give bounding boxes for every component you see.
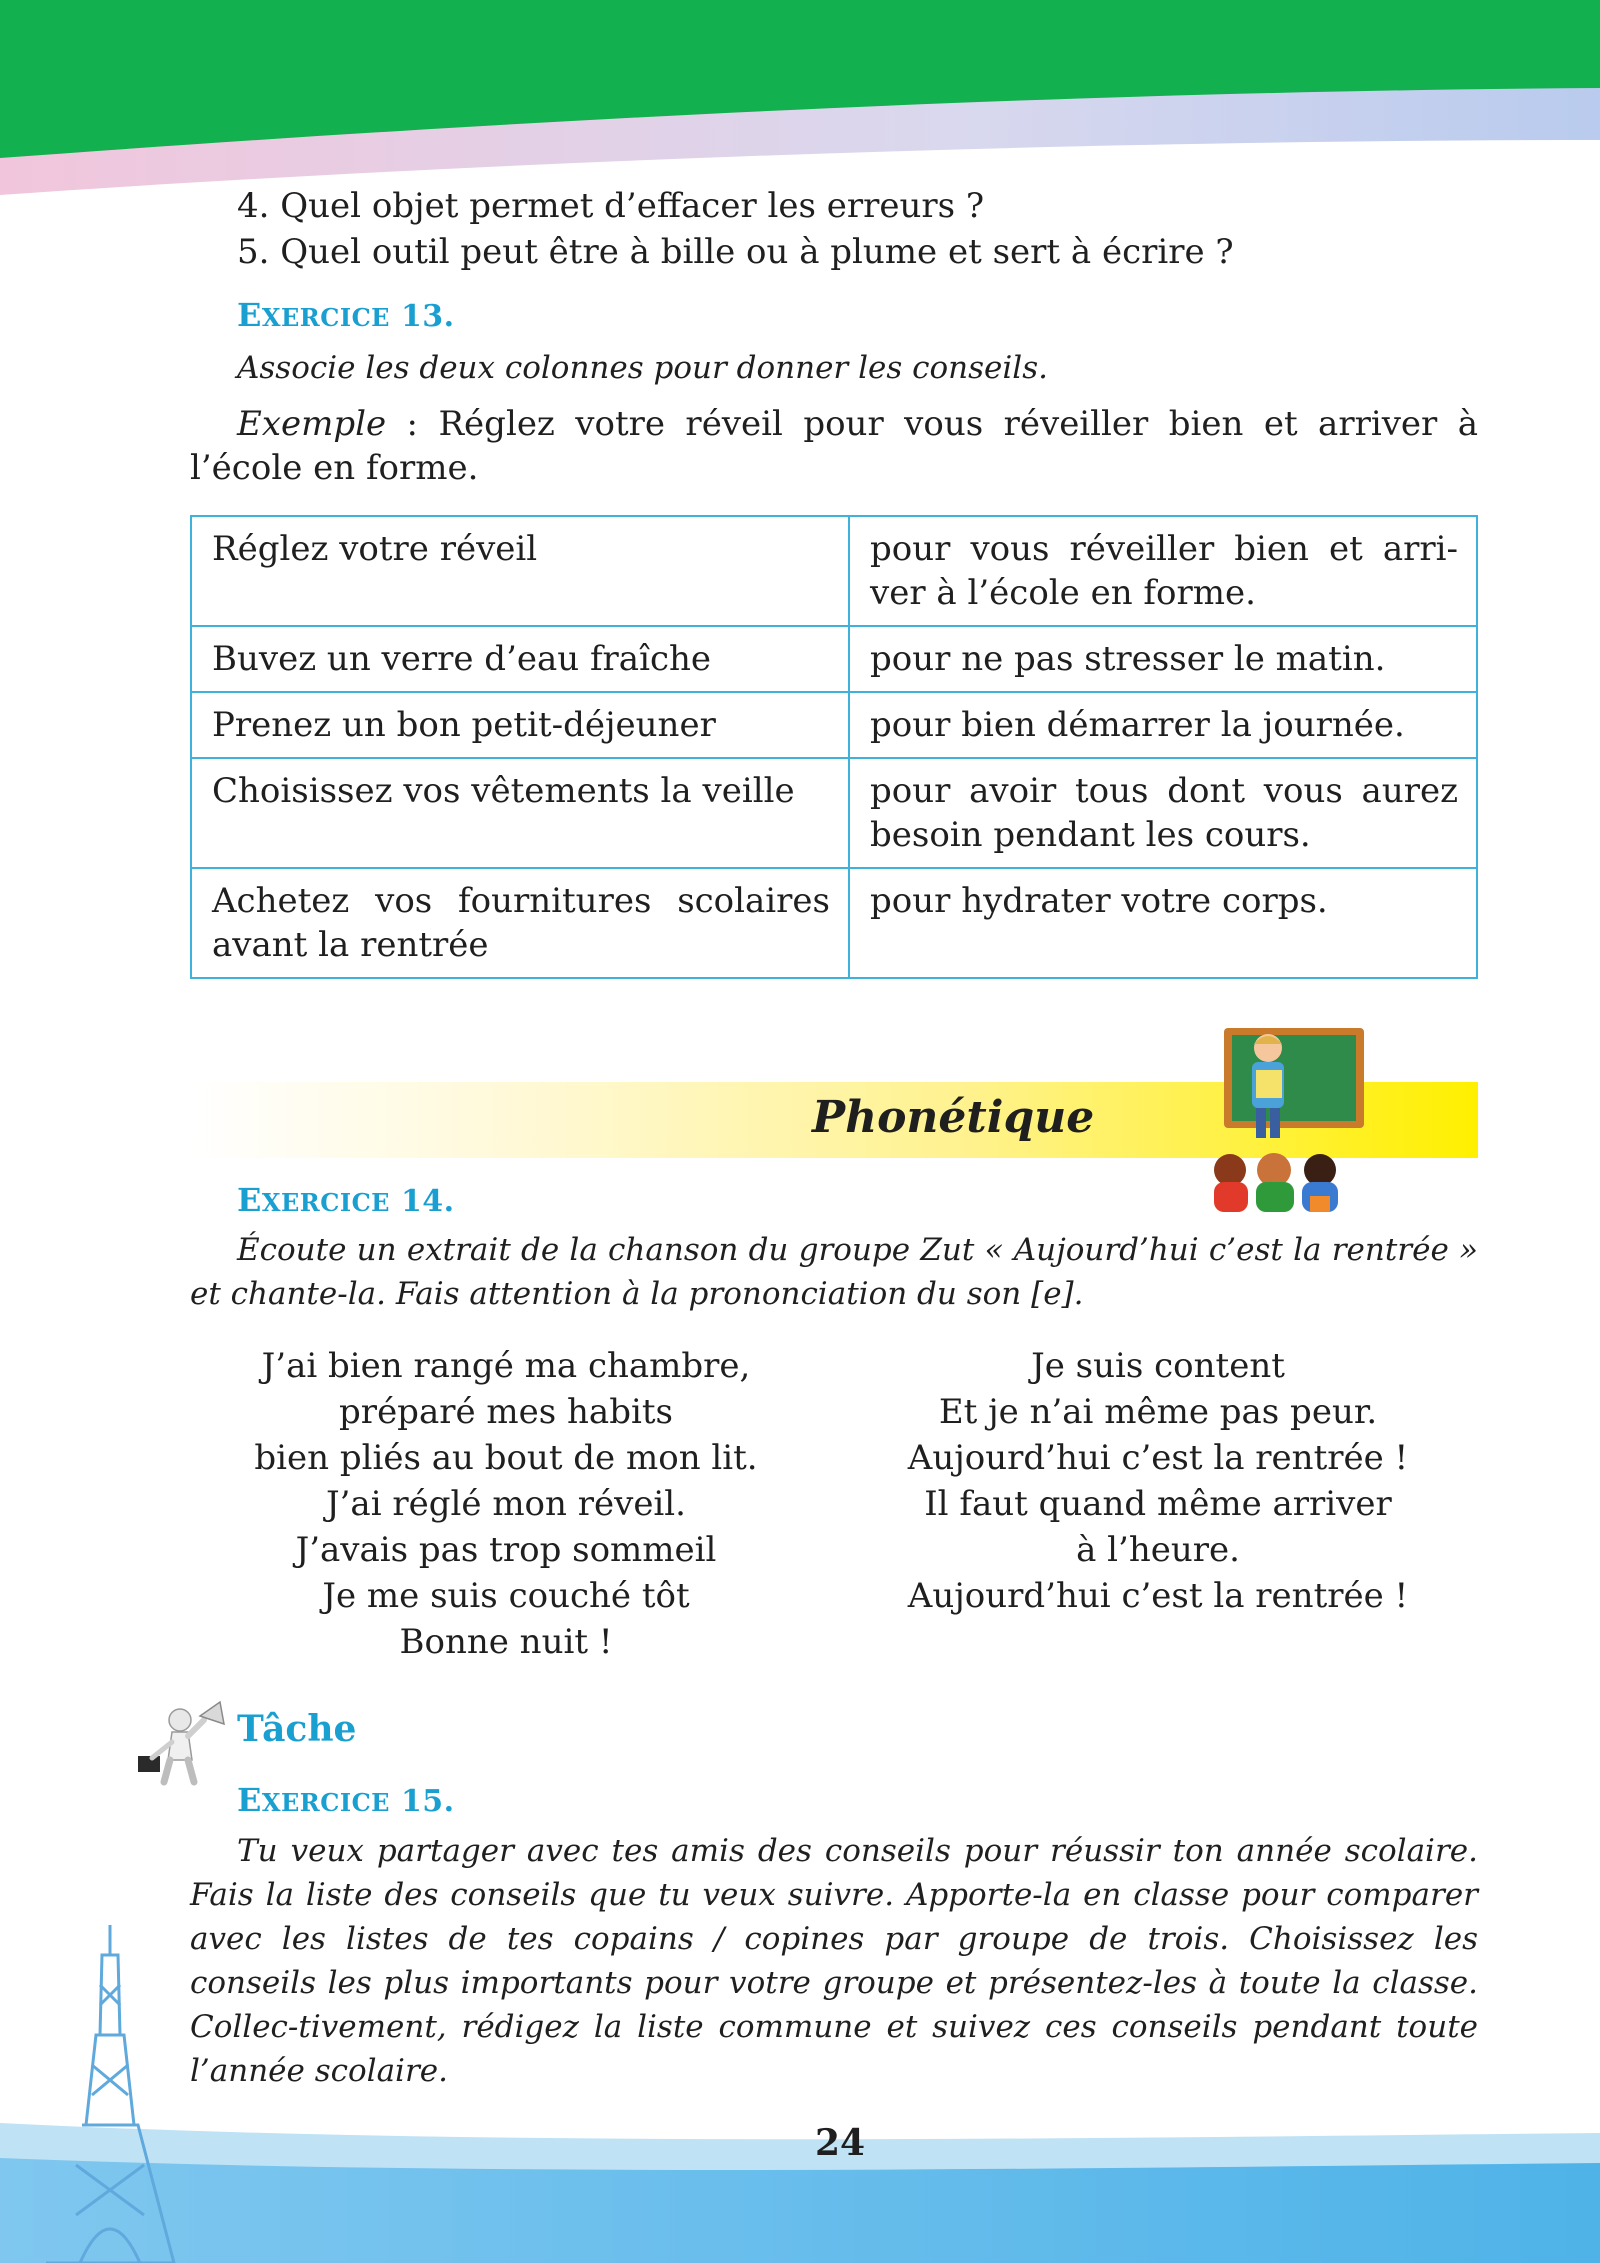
phonetique-heading: Phonétique [812, 1092, 1095, 1143]
table-cell: Achetez vos fournitures scolaires avant la rentrée [191, 868, 849, 978]
megaphone-figure-icon [128, 1690, 228, 1790]
table-cell: Buvez un verre d’eau fraîche [191, 626, 849, 692]
poem-line: Bonne nuit ! [399, 1622, 613, 1662]
table-row [191, 516, 1477, 626]
exercise-13-title: EXERCICE 13. [237, 296, 455, 334]
poem-line: J’ai réglé mon réveil. [325, 1484, 686, 1524]
page-number: 24 [814, 2122, 866, 2164]
poem-line: Aujourd’hui c’est la rentrée ! [907, 1576, 1409, 1616]
poem-line: Aujourd’hui c’est la rentrée ! [907, 1438, 1409, 1478]
exercise-13-instruction: Associe les deux colonnes pour donner les conseils. [237, 350, 1048, 386]
table-cell: pour avoir tous dont vous aurez besoin pendant les cours. [849, 758, 1477, 868]
exercise-15-text: Tu veux partager avec tes amis des conseils pour réussir ton année scolaire. Fais la liste des conseils que tu veux suivre. Apporte-la en classe pour comparer avec les listes de tes copains / copines par groupe de trois. Choisissez les conseils les plus importants pour votre groupe et présentez-les à toute la classe. Collec-tivement, rédigez la liste commune et suivez ces conseils pendant toute l’année scolaire. [190, 1833, 1478, 2089]
poem-line: à l’heure. [1076, 1530, 1240, 1570]
poem-left-column [206, 1343, 806, 1665]
poem-line: Il faut quand même arriver [924, 1484, 1392, 1524]
table-row [191, 758, 1477, 868]
poem-line: préparé mes habits [339, 1392, 673, 1432]
poem-right-column [858, 1343, 1458, 1619]
question-4: 4. Quel objet permet d’effacer les erreurs ? [237, 186, 985, 226]
table-cell: Prenez un bon petit-déjeuner [191, 692, 849, 758]
table-row [191, 692, 1477, 758]
poem-line: J’ai bien rangé ma chambre, [261, 1346, 751, 1386]
teacher-classroom-illustration [1182, 1020, 1382, 1220]
header-band [0, 0, 1600, 200]
eiffel-tower-illustration [40, 1925, 180, 2263]
advice-table [190, 515, 1478, 979]
table-cell: pour ne pas stresser le matin. [849, 626, 1477, 692]
table-cell: pour vous réveiller bien et arri-ver à l’école en forme. [849, 516, 1477, 626]
table-cell: Choisissez vos vêtements la veille [191, 758, 849, 868]
exercise-13-example: Exemple : Réglez votre réveil pour vous réveiller bien et arriver à l’école en forme. [190, 404, 1478, 488]
table-row [191, 868, 1477, 978]
poem-line: bien pliés au bout de mon lit. [254, 1438, 758, 1478]
table-cell: Réglez votre réveil [191, 516, 849, 626]
exercise-14-instruction: Écoute un extrait de la chanson du groupe Zut « Aujourd’hui c’est la rentrée » et chante-la. Fais attention à la prononciation du son [e]. [190, 1232, 1478, 1312]
table-cell: pour bien démarrer la journée. [849, 692, 1477, 758]
table-row [191, 626, 1477, 692]
poem-line: Je suis content [1031, 1346, 1285, 1386]
poem-line: Et je n’ai même pas peur. [938, 1392, 1378, 1432]
poem-line: J’avais pas trop sommeil [295, 1530, 717, 1570]
poem-line: Je me suis couché tôt [322, 1576, 690, 1616]
question-5: 5. Quel outil peut être à bille ou à plume et sert à écrire ? [237, 232, 1234, 272]
tache-heading: Tâche [237, 1708, 357, 1750]
exercise-14-title: EXERCICE 14. [237, 1181, 455, 1219]
table-cell: pour hydrater votre corps. [849, 868, 1477, 978]
exercise-15-title: EXERCICE 15. [237, 1781, 455, 1819]
